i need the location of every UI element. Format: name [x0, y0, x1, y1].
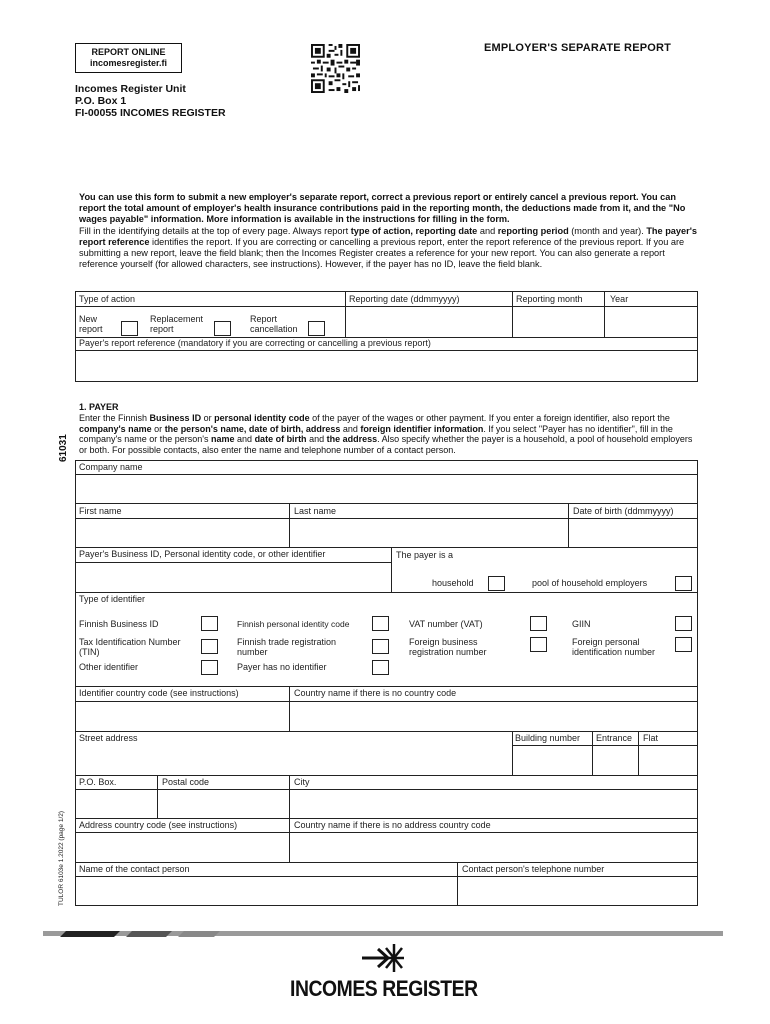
- address-country-name-label: Country name if there is no address country code: [294, 820, 491, 830]
- reporting-month-label: Reporting month: [516, 294, 583, 304]
- street-address-field[interactable]: [76, 745, 511, 774]
- finnish-business-id-label: Finnish Business ID: [79, 619, 159, 629]
- tin-label: Tax Identification Number (TIN): [79, 637, 181, 657]
- no-identifier-label: Payer has no identifier: [237, 662, 327, 672]
- address-line-2: P.O. Box 1: [75, 95, 127, 107]
- no-identifier-checkbox[interactable]: [372, 660, 389, 675]
- new-report-checkbox[interactable]: [121, 321, 138, 336]
- address-country-name-field[interactable]: [290, 833, 697, 861]
- company-name-label: Company name: [79, 462, 143, 472]
- incomes-register-logo-text: INCOMES REGISTER: [290, 976, 478, 1001]
- contact-name-field[interactable]: [76, 877, 456, 905]
- building-number-field[interactable]: [513, 746, 591, 774]
- reporting-date-field[interactable]: [346, 307, 511, 336]
- report-reference-field[interactable]: [76, 351, 697, 381]
- last-name-field[interactable]: [290, 519, 567, 546]
- new-report-label: New report: [79, 314, 103, 334]
- type-of-identifier-label: Type of identifier: [79, 594, 146, 604]
- contact-phone-field[interactable]: [458, 877, 697, 905]
- other-identifier-checkbox[interactable]: [201, 660, 218, 675]
- qr-code-icon: [311, 44, 360, 93]
- po-box-field[interactable]: [76, 790, 156, 817]
- address-line-3: FI-00055 INCOMES REGISTER: [75, 107, 226, 119]
- foreign-business-label: Foreign business registration number: [409, 637, 487, 657]
- pool-checkbox[interactable]: [675, 576, 692, 591]
- payer-is-label: The payer is a: [396, 550, 454, 560]
- giin-checkbox[interactable]: [675, 616, 692, 631]
- vat-label: VAT number (VAT): [409, 619, 483, 629]
- other-identifier-label: Other identifier: [79, 662, 139, 672]
- city-field[interactable]: [290, 790, 697, 817]
- payer-instructions: Enter the Finnish Business ID or personal identity code of the payer of the wages or other payment. If you enter a foreign identifier, also report the company's name or the person's name, date of birth, address and foreign identifier information. If you select "Payer has no identifier", fill in the company's name or the person's name and date of birth and the address. Also specify whether the payer is a household, a pool of household employers or both. For possible contacts, also enter the name and telephone number of a contact person.: [79, 413, 693, 455]
- vat-checkbox[interactable]: [530, 616, 547, 631]
- trade-registration-checkbox[interactable]: [372, 639, 389, 654]
- contact-phone-label: Contact person's telephone number: [462, 864, 605, 874]
- type-of-action-label: Type of action: [79, 294, 136, 304]
- form-code: 61031: [58, 434, 69, 462]
- year-label: Year: [610, 294, 629, 304]
- report-cancellation-label: Report cancellation: [250, 314, 298, 334]
- report-reference-label: Payer's report reference (mandatory if you are correcting or cancelling a previous report): [79, 338, 431, 348]
- form-title: EMPLOYER'S SEPARATE REPORT: [484, 42, 672, 54]
- mailing-address: [75, 83, 226, 119]
- finnish-personal-code-checkbox[interactable]: [372, 616, 389, 631]
- postal-code-label: Postal code: [162, 777, 210, 787]
- reporting-month-field[interactable]: [513, 307, 603, 336]
- payer-section-title: 1. PAYER: [79, 402, 119, 412]
- replacement-report-checkbox[interactable]: [214, 321, 231, 336]
- form-id: TULOR 6103e 1.2022 (page 1/2): [58, 810, 65, 906]
- entrance-field[interactable]: [593, 746, 637, 774]
- building-number-label: Building number: [515, 733, 581, 743]
- date-of-birth-field[interactable]: [569, 519, 697, 546]
- identifier-country-field[interactable]: [76, 702, 288, 730]
- identifier-country-name-label: Country name if there is no country code: [294, 688, 457, 698]
- street-address-label: Street address: [79, 733, 138, 743]
- tin-checkbox[interactable]: [201, 639, 218, 654]
- report-cancellation-checkbox[interactable]: [308, 321, 325, 336]
- report-online-box: [75, 43, 182, 73]
- incomes-register-logo-icon: [360, 942, 408, 974]
- contact-name-label: Name of the contact person: [79, 864, 190, 874]
- household-label: household: [432, 578, 474, 588]
- footer-stripe-icon: [60, 927, 220, 939]
- replacement-report-label: Replacement report: [150, 314, 204, 334]
- identifier-country-label: Identifier country code (see instructions): [79, 688, 239, 698]
- last-name-label: Last name: [294, 506, 337, 516]
- payer-id-label: Payer's Business ID, Personal identity code, or other identifier: [79, 549, 326, 559]
- date-of-birth-label: Date of birth (ddmmyyyy): [573, 506, 674, 516]
- intro-text: [79, 192, 699, 271]
- intro-bold-paragraph: You can use this form to submit a new employer's separate report, correct a previous report or entirely cancel a previous report. You can report the total amount of employer's health insurance contributions paid in the reporting month, the deductions made from it, and the "No wages payable" information. More information is available in the instructions for filling in the form.: [79, 192, 686, 224]
- intro-paragraph-2: Fill in the identifying details at the top of every page. Always report type of action, reporting date and reporting period (month and year). The payer's report reference identifies the report. If you are correcting or cancelling a previous report, enter the report reference of the previous report. If you are submitting a new report, leave the field blank; then the Incomes Register creates a reference for your new report. You can also generate a report reference yourself (for allowed characters, see instructions). However, if the payer has no ID, leave the field blank.: [79, 226, 698, 269]
- finnish-business-id-checkbox[interactable]: [201, 616, 218, 631]
- flat-label: Flat: [643, 733, 659, 743]
- city-label: City: [294, 777, 310, 787]
- po-box-label: P.O. Box.: [79, 777, 117, 787]
- address-country-field[interactable]: [76, 833, 288, 861]
- year-field[interactable]: [605, 307, 697, 336]
- foreign-personal-label: Foreign personal identification number: [572, 637, 656, 657]
- trade-registration-label: Finnish trade registration number: [237, 637, 337, 657]
- foreign-personal-checkbox[interactable]: [675, 637, 692, 652]
- giin-label: GIIN: [572, 619, 591, 629]
- company-name-field[interactable]: [76, 475, 697, 503]
- foreign-business-checkbox[interactable]: [530, 637, 547, 652]
- finnish-personal-code-label: Finnish personal identity code: [237, 619, 350, 629]
- first-name-label: First name: [79, 506, 122, 516]
- payer-id-field[interactable]: [76, 563, 390, 591]
- address-line-1: Incomes Register Unit: [75, 83, 186, 95]
- first-name-field[interactable]: [76, 519, 288, 546]
- pool-label: pool of household employers: [532, 578, 648, 588]
- flat-field[interactable]: [639, 746, 697, 774]
- report-online-label: REPORT ONLINE: [91, 47, 166, 57]
- household-checkbox[interactable]: [488, 576, 505, 591]
- entrance-label: Entrance: [596, 733, 633, 743]
- address-country-label: Address country code (see instructions): [79, 820, 238, 830]
- report-online-url: incomesregister.fi: [89, 58, 168, 68]
- identifier-country-name-field[interactable]: [290, 702, 697, 730]
- reporting-date-label: Reporting date (ddmmyyyy): [349, 294, 460, 304]
- postal-code-field[interactable]: [158, 790, 288, 817]
